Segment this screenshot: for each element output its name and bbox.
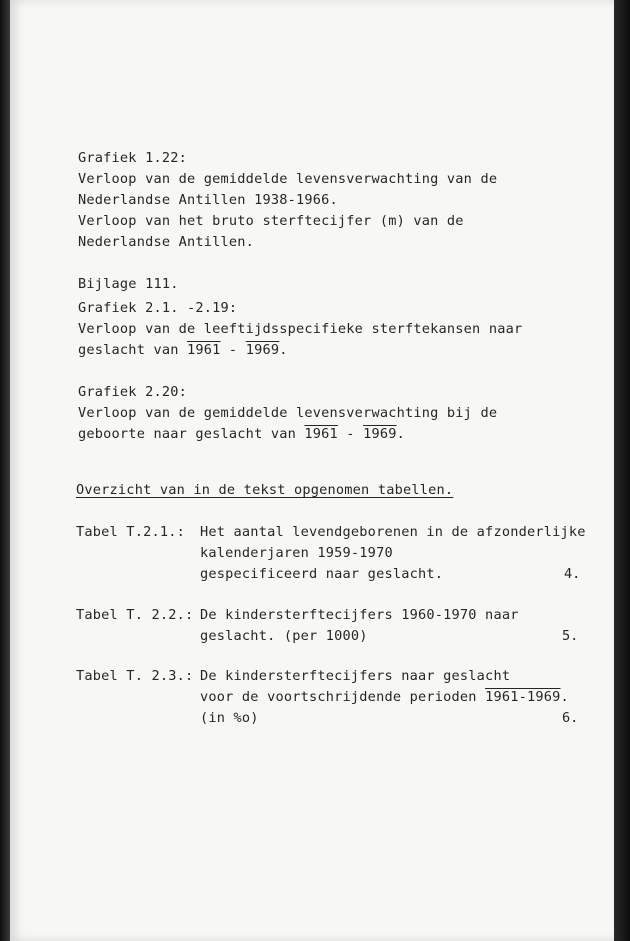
grafiek-220-end: .: [396, 426, 406, 442]
tabel-221-line1: Het aantal levendgeborenen in de afzonderlijke: [200, 524, 586, 540]
tabel-222-line1: De kindersterftecijfers 1960-1970 naar: [200, 607, 519, 623]
grafiek-21-year-a: 1961: [187, 342, 221, 358]
grafiek-21-heading: Grafiek 2.1. -2.19:: [78, 300, 238, 316]
tabel-222-line2: geslacht. (per 1000): [200, 628, 368, 644]
document-page: [10, 0, 614, 941]
grafiek-21-dash: -: [220, 342, 246, 358]
tabel-221-page: 4.: [564, 566, 581, 582]
grafiek-122-line1: Verloop van de gemiddelde levensverwachting van de: [78, 171, 498, 187]
tabel-223-line3: (in %o): [200, 710, 259, 726]
grafiek-220-year-a: 1961: [304, 426, 338, 442]
tabel-223-line1: De kindersterftecijfers naar geslacht: [200, 668, 511, 684]
page-edge-left: [0, 0, 10, 941]
page-edge-right: [614, 0, 630, 941]
tabel-223-label: Tabel T. 2.3.:: [76, 668, 194, 684]
grafiek-220-dash: -: [337, 426, 364, 442]
tabel-223-end: .: [560, 689, 569, 705]
grafiek-220-line1: Verloop van de gemiddelde levensverwachting bij de: [78, 405, 498, 421]
grafiek-220-heading: Grafiek 2.20:: [78, 384, 187, 400]
grafiek-21-line2: [78, 342, 288, 358]
tabel-221-label: Tabel T.2.1.:: [76, 524, 185, 540]
grafiek-122-heading: Grafiek 1.22:: [78, 150, 187, 166]
grafiek-122-line2: Nederlandse Antillen 1938-1966.: [78, 192, 338, 208]
grafiek-21-prefix: geslacht van: [78, 342, 187, 358]
tabel-222-page: 5.: [562, 628, 579, 644]
grafiek-220-line2: [78, 426, 405, 442]
grafiek-122-line3: Verloop van het bruto sterftecijfer (m) van de: [78, 213, 464, 229]
grafiek-220-prefix: geboorte naar geslacht van: [78, 426, 305, 442]
overzicht-heading: Overzicht van in de tekst opgenomen tabellen.: [76, 482, 454, 498]
tabel-221-line2: kalenderjaren 1959-1970: [200, 545, 393, 561]
grafiek-21-end: .: [279, 342, 288, 358]
grafiek-21-line1: Verloop van de leeftijdsspecifieke sterftekansen naar: [78, 321, 523, 337]
grafiek-122-line4: Nederlandse Antillen.: [78, 234, 255, 250]
tabel-221-line3: gespecificeerd naar geslacht.: [200, 566, 444, 582]
tabel-223-period: 1961-1969: [485, 689, 561, 705]
grafiek-220-year-b: 1969: [363, 426, 397, 442]
tabel-223-prefix: voor de voortschrijdende perioden: [200, 689, 486, 705]
tabel-223-page: 6.: [562, 710, 579, 726]
bijlage-label: Bijlage 111.: [78, 276, 179, 292]
tabel-222-label: Tabel T. 2.2.:: [76, 607, 194, 623]
tabel-223-line2: [200, 689, 569, 705]
grafiek-21-year-b: 1969: [245, 342, 280, 358]
